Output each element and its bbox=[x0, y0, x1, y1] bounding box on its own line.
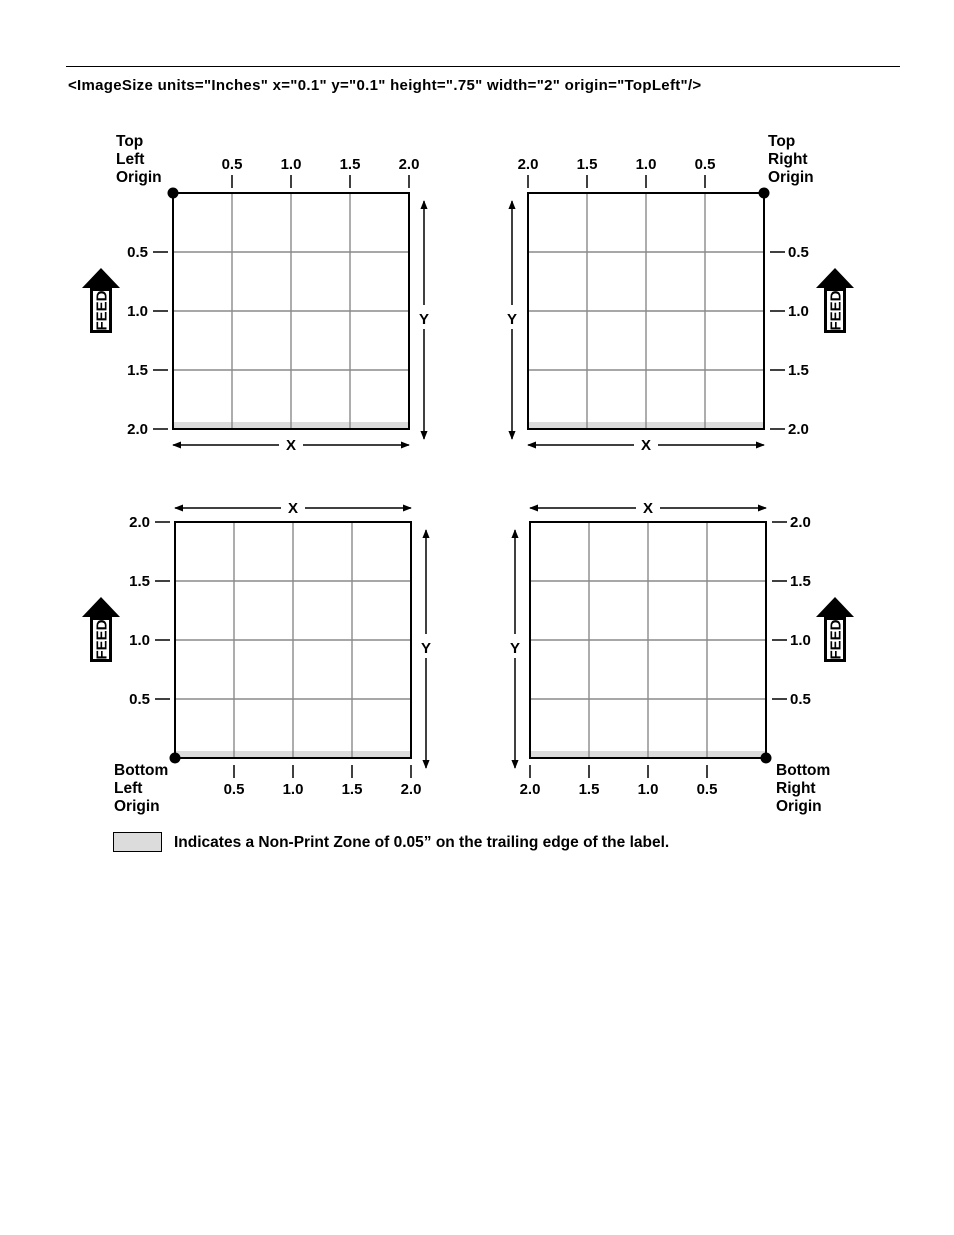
x-tick-label: 1.0 bbox=[637, 781, 659, 798]
y-tick-label: 1.5 bbox=[129, 573, 150, 590]
panel-top-right bbox=[507, 133, 854, 454]
x-tick-label: 2.0 bbox=[517, 156, 539, 173]
non-print-zone-swatch bbox=[113, 832, 162, 852]
panel-bottom-left bbox=[82, 500, 431, 815]
origin-dot bbox=[170, 753, 181, 764]
x-tick-label: 1.0 bbox=[635, 156, 657, 173]
origin-label-line: Right bbox=[768, 151, 808, 168]
y-axis-label: Y bbox=[506, 311, 518, 328]
origin-label-line: Right bbox=[776, 780, 816, 797]
x-tick-label: 2.0 bbox=[398, 156, 420, 173]
y-tick-label: 1.0 bbox=[788, 303, 809, 320]
x-tick-label: 0.5 bbox=[221, 156, 243, 173]
x-tick-label: 1.0 bbox=[280, 156, 302, 173]
x-axis-label: X bbox=[642, 500, 654, 517]
y-tick-label: 2.0 bbox=[129, 514, 150, 531]
y-tick-label: 2.0 bbox=[788, 421, 809, 438]
origin-label-line: Bottom bbox=[114, 762, 169, 779]
y-axis-label: Y bbox=[418, 311, 430, 328]
feed-label: FEED bbox=[827, 290, 845, 331]
y-tick-label: 1.5 bbox=[788, 362, 809, 379]
feed-label: FEED bbox=[93, 290, 111, 331]
origin-label-line: Origin bbox=[768, 169, 814, 186]
feed-label: FEED bbox=[93, 619, 111, 660]
origin-label-line: Origin bbox=[776, 798, 822, 815]
x-axis-label: X bbox=[285, 437, 297, 454]
x-tick-label: 1.5 bbox=[578, 781, 600, 798]
panel-top-left bbox=[82, 133, 429, 454]
panel-bottom-right bbox=[510, 500, 854, 815]
y-tick-label: 0.5 bbox=[129, 691, 150, 708]
origin-label-line: Bottom bbox=[776, 762, 831, 779]
x-tick-label: 0.5 bbox=[223, 781, 245, 798]
origin-dot bbox=[761, 753, 772, 764]
y-tick-label: 1.5 bbox=[790, 573, 811, 590]
y-axis-label: Y bbox=[420, 640, 432, 657]
y-tick-label: 0.5 bbox=[790, 691, 811, 708]
y-tick-label: 2.0 bbox=[790, 514, 811, 531]
origin-label-line: Left bbox=[116, 151, 145, 168]
x-tick-label: 1.5 bbox=[576, 156, 598, 173]
feed-arrow-icon bbox=[816, 268, 854, 333]
feed-arrow-icon bbox=[82, 597, 120, 662]
feed-arrow-icon bbox=[82, 268, 120, 333]
origin-dot bbox=[759, 188, 770, 199]
y-tick-label: 0.5 bbox=[788, 244, 809, 261]
origin-label-line: Left bbox=[114, 780, 143, 797]
origin-label-line: Top bbox=[116, 133, 144, 150]
x-tick-label: 0.5 bbox=[694, 156, 716, 173]
x-tick-label: 2.0 bbox=[400, 781, 422, 798]
origin-label-line: Top bbox=[768, 133, 796, 150]
x-tick-label: 1.5 bbox=[341, 781, 363, 798]
y-tick-label: 1.0 bbox=[129, 632, 150, 649]
x-tick-label: 1.5 bbox=[339, 156, 361, 173]
image-size-code: <ImageSize units="Inches" x="0.1" y="0.1" height=".75" width="2" origin="TopLeft"/> bbox=[68, 77, 702, 94]
x-tick-label: 1.0 bbox=[282, 781, 304, 798]
x-tick-label: 2.0 bbox=[519, 781, 541, 798]
x-tick-label: 0.5 bbox=[696, 781, 718, 798]
feed-arrow-icon bbox=[816, 597, 854, 662]
origin-label-line: Origin bbox=[114, 798, 160, 815]
y-tick-label: 2.0 bbox=[127, 421, 148, 438]
y-tick-label: 1.0 bbox=[127, 303, 148, 320]
y-tick-label: 0.5 bbox=[127, 244, 148, 261]
origin-label-line: Origin bbox=[116, 169, 162, 186]
feed-label: FEED bbox=[827, 619, 845, 660]
x-axis-label: X bbox=[287, 500, 299, 517]
y-axis-label: Y bbox=[509, 640, 521, 657]
x-axis-label: X bbox=[640, 437, 652, 454]
y-tick-label: 1.5 bbox=[127, 362, 148, 379]
legend-text: Indicates a Non-Print Zone of 0.05” on the trailing edge of the label. bbox=[174, 834, 670, 851]
y-tick-label: 1.0 bbox=[790, 632, 811, 649]
origin-dot bbox=[168, 188, 179, 199]
